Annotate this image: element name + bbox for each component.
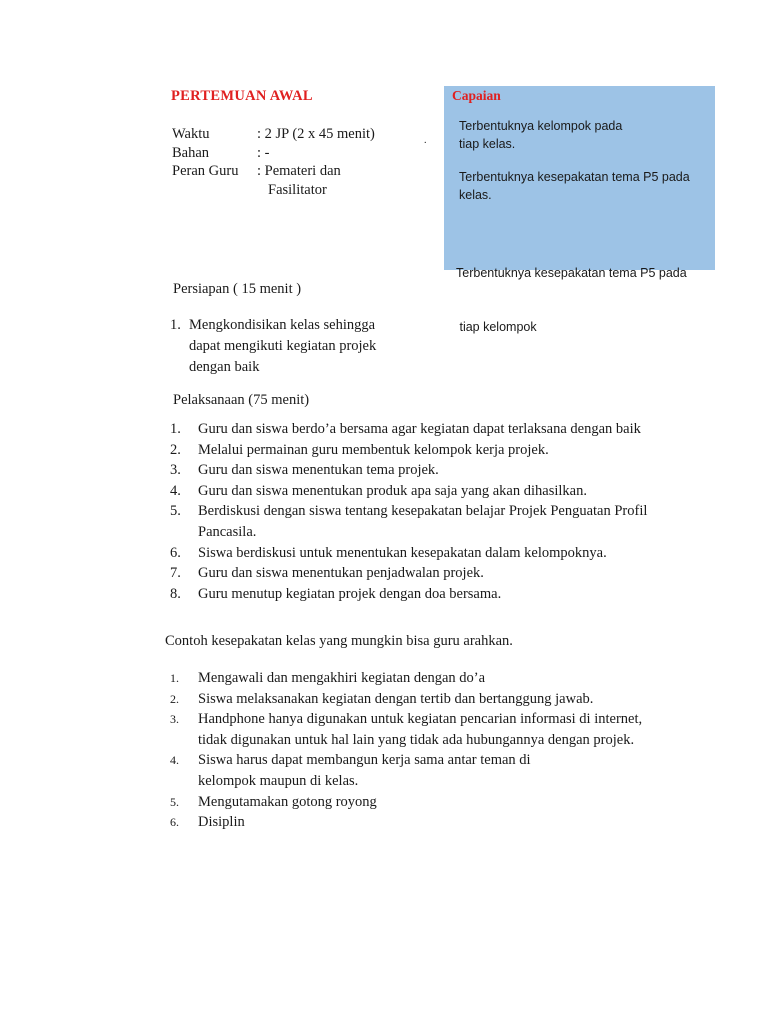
list-line: dapat mengikuti kegiatan projek: [189, 338, 377, 354]
pelaksanaan-list: [170, 419, 730, 604]
list-number: 2.: [170, 691, 179, 706]
list-text: [198, 750, 730, 791]
list-item: [170, 501, 730, 542]
list-item: [170, 792, 730, 813]
persiapan-heading: Persiapan ( 15 menit ): [173, 281, 302, 297]
list-text: [198, 481, 730, 502]
list-number: 6.: [170, 544, 181, 561]
list-item: [170, 750, 730, 791]
list-text: [198, 543, 730, 564]
list-number: 4.: [170, 482, 181, 499]
persiapan-list: [170, 315, 376, 378]
capaian-item: [459, 117, 622, 153]
info-value: : 2 JP (2 x 45 menit): [257, 126, 375, 142]
info-value: : Pemateri dan: [257, 163, 341, 179]
list-item: [170, 689, 730, 710]
list-item: [170, 584, 730, 605]
list-number: 8.: [170, 585, 181, 602]
list-item: [170, 812, 730, 833]
list-text: [198, 563, 730, 584]
list-line: Guru dan siswa menentukan penjadwalan projek.: [198, 565, 484, 582]
list-line: Guru menutup kegiatan projek dengan doa bersama.: [198, 585, 502, 602]
capaian-heading: Capaian: [452, 88, 501, 103]
list-line: Pancasila.: [198, 523, 257, 540]
capaian-line: kelas.: [459, 188, 492, 202]
capaian-line: Terbentuknya kesepakatan tema P5 pada: [456, 266, 687, 280]
stray-dot: .: [424, 135, 427, 146]
list-line: kelompok maupun di kelas.: [198, 772, 359, 789]
list-number: 1.: [170, 421, 181, 437]
page-title: PERTEMUAN AWAL: [171, 88, 313, 104]
list-line: Mengutamakan gotong royong: [198, 793, 377, 810]
list-text: [198, 812, 730, 833]
list-line: Berdiskusi dengan siswa tentang kesepakatan belajar Projek Penguatan Profil: [198, 503, 648, 520]
list-line: dengan baik: [189, 359, 260, 375]
list-item: [170, 315, 376, 378]
info-label: Bahan: [172, 144, 210, 161]
list-item: [170, 481, 730, 502]
list-item: [170, 460, 730, 481]
info-value: Fasilitator: [268, 181, 327, 198]
list-text: [189, 315, 376, 378]
list-line: Mengkondisikan kelas sehingga: [189, 317, 376, 333]
list-number: 6.: [170, 815, 179, 830]
list-number: 1.: [170, 317, 181, 333]
info-label: Peran Guru: [172, 163, 239, 179]
list-number: 5.: [170, 794, 179, 809]
list-text: [198, 501, 730, 542]
capaian-item: [459, 168, 690, 204]
list-line: Handphone hanya digunakan untuk kegiatan pencarian informasi di internet,: [198, 711, 643, 728]
list-line: Siswa melaksanakan kegiatan dengan tertib dan bertanggung jawab.: [198, 690, 594, 707]
list-number: 3.: [170, 712, 179, 727]
list-text: [198, 584, 730, 605]
list-item: [170, 709, 730, 750]
list-item: [170, 419, 730, 440]
list-number: 2.: [170, 441, 181, 458]
list-text: [198, 460, 730, 481]
info-value: : -: [257, 144, 270, 161]
list-item: [170, 668, 730, 689]
list-line: Guru dan siswa menentukan tema projek.: [198, 462, 439, 479]
info-label: Waktu: [172, 126, 210, 142]
capaian-line: Terbentuknya kesepakatan tema P5 pada: [459, 170, 690, 184]
contoh-list: [170, 668, 730, 833]
list-number: 4.: [170, 753, 179, 768]
list-number: 3.: [170, 462, 181, 479]
list-line: Disiplin: [198, 814, 245, 831]
list-text: [198, 419, 730, 440]
contoh-heading: Contoh kesepakatan kelas yang mungkin bisa guru arahkan.: [165, 633, 513, 649]
capaian-box: [444, 86, 715, 334]
list-number: 5.: [170, 503, 181, 520]
list-line: Guru dan siswa berdo’a bersama agar kegiatan dapat terlaksana dengan baik: [198, 421, 641, 437]
capaian-line: Terbentuknya kelompok pada: [459, 119, 623, 133]
list-text: [198, 689, 730, 710]
capaian-line: tiap kelas.: [459, 137, 516, 151]
list-number: 7.: [170, 565, 181, 582]
list-text: [198, 668, 730, 689]
list-text: [198, 440, 730, 461]
list-line: Siswa berdiskusi untuk menentukan kesepakatan dalam kelompoknya.: [198, 544, 607, 561]
list-item: [170, 440, 730, 461]
pelaksanaan-heading: Pelaksanaan (75 menit): [173, 392, 310, 408]
list-number: 1.: [170, 671, 179, 685]
list-text: [198, 709, 730, 750]
list-line: Melalui permainan guru membentuk kelompok kerja projek.: [198, 441, 549, 458]
list-line: Mengawali dan mengakhiri kegiatan dengan do’a: [198, 670, 486, 686]
list-text: [198, 792, 730, 813]
list-line: tidak digunakan untuk hal lain yang tidak ada hubungannya dengan projek.: [198, 731, 635, 748]
list-line: Siswa harus dapat membangun kerja sama antar teman di: [198, 752, 531, 769]
list-line: Guru dan siswa menentukan produk apa saja yang akan dihasilkan.: [198, 482, 587, 499]
list-item: [170, 543, 730, 564]
capaian-line: tiap kelompok: [456, 320, 537, 334]
capaian-item: [456, 228, 687, 372]
list-item: [170, 563, 730, 584]
